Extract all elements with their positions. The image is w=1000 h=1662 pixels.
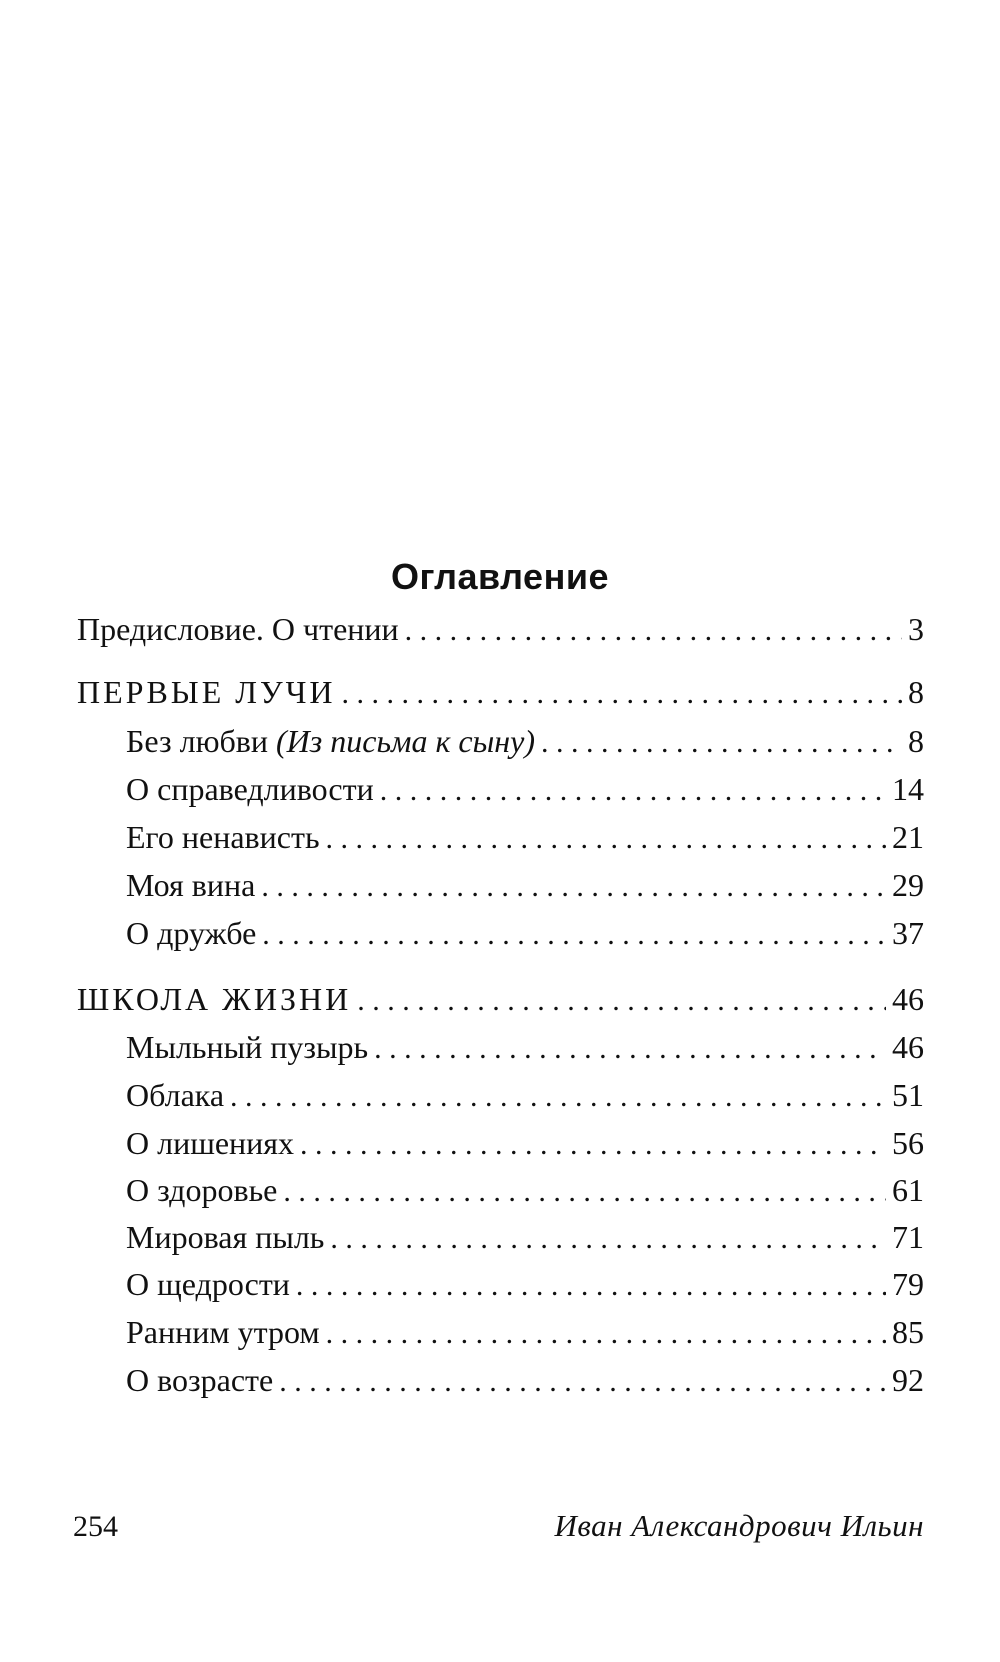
toc-entry[interactable]	[126, 719, 924, 763]
page-title: Оглавление	[391, 556, 609, 597]
dot-leader	[405, 609, 902, 653]
toc-entry-label: О лишениях	[126, 1125, 295, 1161]
toc-entry-page: 14	[892, 771, 924, 807]
toc-entry-label: Мировая пыль	[126, 1219, 325, 1255]
toc-section-heading[interactable]	[77, 670, 924, 714]
toc-entry[interactable]	[126, 1121, 924, 1165]
toc-entry-title: Без любви	[126, 723, 268, 759]
toc-entry-page: 21	[892, 819, 924, 855]
toc-entry[interactable]	[126, 1025, 924, 1069]
toc-entry-label: Моя вина	[126, 867, 256, 903]
toc-entry-label: Ранним утром	[126, 1314, 320, 1350]
toc-entry[interactable]	[126, 1215, 924, 1259]
toc-entry-page: 51	[892, 1077, 924, 1113]
toc-entry[interactable]	[126, 1310, 924, 1354]
toc-entry[interactable]	[126, 767, 924, 811]
dot-leader	[230, 1075, 886, 1119]
running-author: Иван Александрович Ильин	[554, 1508, 924, 1543]
toc-entry-label: Его ненависть	[126, 819, 320, 855]
toc-entry-page: 71	[892, 1219, 924, 1255]
toc-entry[interactable]	[126, 1168, 924, 1212]
toc-entry-page: 61	[892, 1172, 924, 1208]
toc-entry-note: (Из письма к сыну)	[276, 723, 536, 759]
toc-entry-label: Предисловие. О чтении	[77, 611, 399, 647]
toc-section-label: ШКОЛА ЖИЗНИ	[77, 981, 352, 1017]
dot-leader	[342, 672, 902, 716]
toc-entry-label	[126, 719, 535, 763]
toc-entry-label: Мыльный пузырь	[126, 1029, 369, 1065]
page-number: 254	[73, 1510, 118, 1543]
toc-entry-page: 29	[892, 867, 924, 903]
dot-leader	[326, 817, 886, 861]
dot-leader	[296, 1264, 886, 1308]
toc-section-heading[interactable]	[77, 977, 924, 1021]
toc-entry-label: О возрасте	[126, 1362, 274, 1398]
page-footer	[73, 1508, 924, 1544]
dot-leader	[300, 1123, 886, 1167]
toc-entry-page: 46	[892, 981, 924, 1017]
toc-entry-page: 92	[892, 1362, 924, 1398]
toc-entry-page: 56	[892, 1125, 924, 1161]
dot-leader	[262, 913, 886, 957]
dot-leader	[380, 769, 886, 813]
toc-entry[interactable]	[126, 1262, 924, 1306]
toc-entry-page: 37	[892, 915, 924, 951]
dot-leader	[541, 721, 902, 765]
toc-entry-page: 79	[892, 1266, 924, 1302]
toc-entry[interactable]	[126, 863, 924, 907]
toc-entry-label: О здоровье	[126, 1172, 278, 1208]
dot-leader	[279, 1360, 886, 1404]
toc-entry-page: 8	[908, 723, 924, 759]
toc-entry-label: О щедрости	[126, 1266, 290, 1302]
toc-entry-page: 85	[892, 1314, 924, 1350]
toc-entry-page: 46	[892, 1029, 924, 1065]
toc-entry-label: О дружбе	[126, 915, 257, 951]
toc-entry-page: 3	[908, 611, 924, 647]
toc-entry-page: 8	[908, 674, 924, 710]
toc-entry-label: Облака	[126, 1077, 225, 1113]
dot-leader	[283, 1170, 886, 1214]
dot-leader	[374, 1027, 886, 1071]
dot-leader	[357, 979, 886, 1023]
dot-leader	[326, 1312, 886, 1356]
toc-entry[interactable]	[77, 607, 924, 651]
toc-entry[interactable]	[126, 911, 924, 955]
dot-leader	[330, 1217, 886, 1261]
toc-entry[interactable]	[126, 815, 924, 859]
toc-entry-label: О справедливости	[126, 771, 374, 807]
toc-entry[interactable]	[126, 1358, 924, 1402]
toc-entry[interactable]	[126, 1073, 924, 1117]
dot-leader	[261, 865, 886, 909]
toc-section-label: ПЕРВЫЕ ЛУЧИ	[77, 674, 336, 710]
